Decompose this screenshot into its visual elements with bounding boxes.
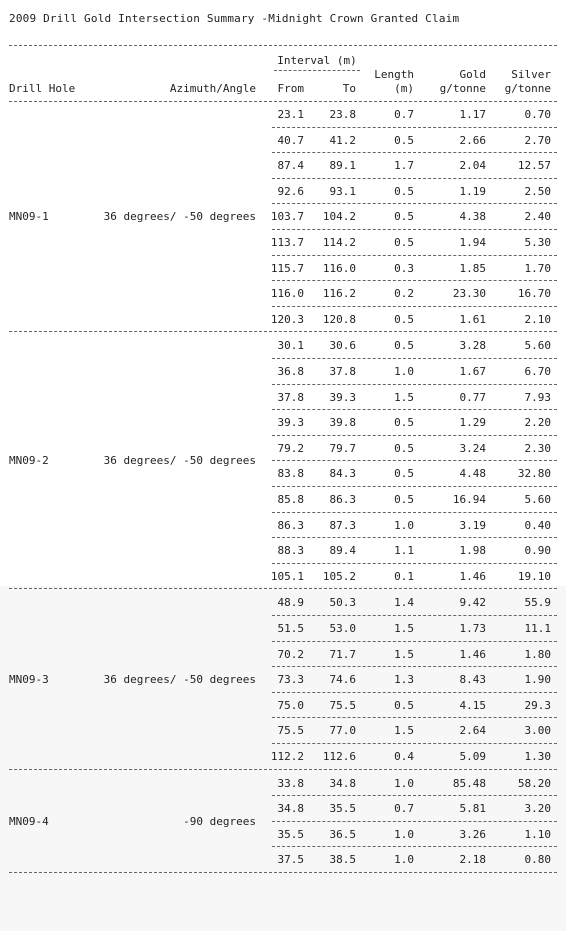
gold-cell: 2.64 — [459, 724, 486, 738]
length-cell: 0.7 — [394, 108, 414, 121]
header-from: From — [277, 82, 304, 95]
from-cell: 73.3 — [277, 673, 304, 687]
length-cell: 0.1 — [394, 569, 414, 583]
row-divider — [272, 435, 557, 436]
gold-cell: 3.19 — [459, 518, 486, 532]
row-divider — [272, 512, 557, 513]
silver-cell: 16.70 — [517, 287, 551, 301]
silver-cell: 1.70 — [524, 261, 551, 275]
from-cell: 75.0 — [277, 698, 304, 712]
gold-cell: 16.94 — [452, 493, 486, 506]
gold-cell: 1.29 — [459, 416, 486, 430]
row-divider — [272, 846, 557, 847]
silver-cell: 1.10 — [524, 827, 551, 841]
length-cell: 0.4 — [394, 750, 414, 763]
length-cell: 1.0 — [394, 776, 414, 790]
to-cell: 38.5 — [329, 853, 356, 867]
hole-divider — [9, 331, 557, 332]
from-cell: 87.4 — [277, 159, 304, 173]
header-gold-line1: Gold — [459, 68, 486, 81]
silver-cell: 2.50 — [524, 184, 551, 198]
row-divider — [272, 615, 557, 616]
gold-cell: 1.73 — [459, 622, 486, 635]
header-silver-line2: g/tonne — [504, 82, 551, 95]
to-cell: 112.6 — [322, 750, 356, 763]
to-cell: 30.6 — [329, 339, 356, 353]
length-cell: 0.5 — [394, 467, 414, 481]
to-cell: 37.8 — [329, 365, 356, 378]
length-cell: 1.1 — [394, 544, 414, 558]
to-cell: 86.3 — [329, 493, 356, 506]
from-cell: 30.1 — [277, 339, 304, 353]
from-cell: 115.7 — [270, 261, 304, 275]
row-divider — [272, 178, 557, 179]
length-cell: 0.5 — [394, 210, 414, 224]
length-cell: 1.5 — [394, 622, 414, 635]
row-divider — [272, 409, 557, 410]
row-divider — [272, 152, 557, 153]
azimuth-angle-value: 36 degrees/ -50 degrees — [103, 454, 256, 468]
gold-cell: 4.48 — [459, 467, 486, 481]
azimuth-angle-value: 36 degrees/ -50 degrees — [103, 210, 256, 224]
length-cell: 0.5 — [394, 133, 414, 147]
silver-cell: 5.60 — [524, 493, 551, 506]
row-divider — [272, 255, 557, 256]
from-cell: 51.5 — [277, 622, 304, 635]
to-cell: 79.7 — [329, 441, 356, 455]
header-gold-line2: g/tonne — [439, 82, 486, 95]
drill-hole-name: MN09-3 — [9, 673, 49, 686]
row-divider — [272, 563, 557, 564]
from-cell: 37.8 — [277, 390, 304, 404]
silver-cell: 58.20 — [517, 776, 551, 790]
gold-cell: 4.15 — [459, 698, 486, 712]
to-cell: 74.6 — [329, 673, 356, 687]
to-cell: 89.4 — [329, 544, 356, 558]
row-divider — [272, 229, 557, 230]
header-silver-line1: Silver — [511, 68, 551, 81]
gold-cell: 9.42 — [459, 596, 486, 610]
from-cell: 112.2 — [270, 750, 304, 763]
drill-hole-name: MN09-2 — [9, 454, 49, 468]
length-cell: 0.5 — [394, 184, 414, 198]
silver-cell: 3.00 — [524, 724, 551, 738]
length-cell: 0.5 — [394, 236, 414, 249]
silver-cell: 5.30 — [524, 236, 551, 249]
to-cell: 105.2 — [322, 569, 356, 583]
from-cell: 36.8 — [277, 365, 304, 378]
to-cell: 77.0 — [329, 724, 356, 738]
row-divider — [272, 203, 557, 204]
silver-cell: 29.3 — [524, 698, 551, 712]
gold-cell: 23.30 — [452, 287, 486, 301]
to-cell: 23.8 — [329, 108, 356, 121]
gold-cell: 2.18 — [459, 853, 486, 867]
header-drill-hole: Drill Hole — [9, 82, 76, 95]
silver-cell: 11.1 — [524, 622, 551, 635]
from-cell: 88.3 — [277, 544, 304, 558]
from-cell: 83.8 — [277, 467, 304, 481]
from-cell: 48.9 — [277, 596, 304, 610]
row-divider — [272, 460, 557, 461]
gold-cell: 3.26 — [459, 827, 486, 841]
silver-cell: 2.30 — [524, 441, 551, 455]
length-cell: 0.5 — [394, 339, 414, 353]
to-cell: 39.3 — [329, 390, 356, 404]
length-cell: 0.5 — [394, 312, 414, 326]
silver-cell: 1.90 — [524, 673, 551, 687]
length-cell: 1.3 — [394, 673, 414, 687]
to-cell: 104.2 — [322, 210, 356, 224]
length-cell: 1.5 — [394, 647, 414, 661]
gold-cell: 1.17 — [459, 108, 486, 121]
from-cell: 37.5 — [277, 853, 304, 867]
to-cell: 87.3 — [329, 518, 356, 532]
silver-cell: 2.70 — [524, 133, 551, 147]
from-cell: 40.7 — [277, 133, 304, 147]
length-cell: 1.0 — [394, 365, 414, 378]
silver-cell: 19.10 — [517, 569, 551, 583]
from-cell: 75.5 — [277, 724, 304, 738]
from-cell: 33.8 — [277, 776, 304, 790]
to-cell: 89.1 — [329, 159, 356, 173]
azimuth-angle-value: 36 degrees/ -50 degrees — [103, 673, 256, 686]
to-cell: 75.5 — [329, 698, 356, 712]
page-title: 2009 Drill Gold Intersection Summary -Midnight Crown Granted Claim — [9, 12, 460, 25]
to-cell: 114.2 — [322, 236, 356, 249]
from-cell: 103.7 — [270, 210, 304, 224]
length-cell: 0.7 — [394, 802, 414, 816]
to-cell: 36.5 — [329, 827, 356, 841]
silver-cell: 0.80 — [524, 853, 551, 867]
gold-cell: 1.67 — [459, 365, 486, 378]
to-cell: 53.0 — [329, 622, 356, 635]
silver-cell: 1.80 — [524, 647, 551, 661]
silver-cell: 2.20 — [524, 416, 551, 430]
length-cell: 1.5 — [394, 724, 414, 738]
gold-cell: 2.04 — [459, 159, 486, 173]
to-cell: 93.1 — [329, 184, 356, 198]
gold-cell: 0.77 — [459, 390, 486, 404]
length-cell: 0.5 — [394, 698, 414, 712]
gold-cell: 3.28 — [459, 339, 486, 353]
length-cell: 1.4 — [394, 596, 414, 610]
row-divider — [272, 127, 557, 128]
gold-cell: 1.94 — [459, 236, 486, 249]
silver-cell: 0.40 — [524, 518, 551, 532]
row-divider — [272, 486, 557, 487]
silver-cell: 32.80 — [517, 467, 551, 481]
from-cell: 120.3 — [270, 312, 304, 326]
length-cell: 1.0 — [394, 518, 414, 532]
row-divider — [272, 306, 557, 307]
row-divider — [272, 743, 557, 744]
header-interval: Interval (m) — [277, 54, 357, 67]
length-cell: 1.0 — [394, 853, 414, 867]
row-divider — [272, 280, 557, 281]
from-cell: 105.1 — [270, 569, 304, 583]
row-divider — [272, 692, 557, 693]
to-cell: 35.5 — [329, 802, 356, 816]
to-cell: 120.8 — [322, 312, 356, 326]
hole-divider — [9, 872, 557, 873]
silver-cell: 55.9 — [524, 596, 551, 610]
length-cell: 1.0 — [394, 827, 414, 841]
hole-divider — [9, 588, 557, 589]
from-cell: 92.6 — [277, 184, 304, 198]
silver-cell: 3.20 — [524, 802, 551, 816]
gold-cell: 1.46 — [459, 569, 486, 583]
gold-cell: 1.61 — [459, 312, 486, 326]
azimuth-angle-value: -90 degrees — [183, 814, 256, 828]
silver-cell: 0.70 — [524, 108, 551, 121]
length-cell: 0.2 — [394, 287, 414, 301]
drill-hole-name: MN09-4 — [9, 814, 49, 828]
length-cell: 0.3 — [394, 261, 414, 275]
from-cell: 86.3 — [277, 518, 304, 532]
to-cell: 71.7 — [329, 647, 356, 661]
length-cell: 1.7 — [394, 159, 414, 173]
silver-cell: 5.60 — [524, 339, 551, 353]
gold-cell: 2.66 — [459, 133, 486, 147]
to-cell: 116.2 — [322, 287, 356, 301]
row-divider — [272, 384, 557, 385]
gold-cell: 85.48 — [452, 776, 486, 790]
from-cell: 35.5 — [277, 827, 304, 841]
length-cell: 1.5 — [394, 390, 414, 404]
hole-divider — [9, 769, 557, 770]
row-divider — [272, 717, 557, 718]
from-cell: 23.1 — [277, 108, 304, 121]
to-cell: 39.8 — [329, 416, 356, 430]
silver-cell: 12.57 — [517, 159, 551, 173]
header-azimuth-angle: Azimuth/Angle — [169, 82, 256, 95]
length-cell: 0.5 — [394, 441, 414, 455]
gold-cell: 1.98 — [459, 544, 486, 558]
silver-cell: 2.10 — [524, 312, 551, 326]
silver-cell: 2.40 — [524, 210, 551, 224]
from-cell: 39.3 — [277, 416, 304, 430]
from-cell: 116.0 — [270, 287, 304, 301]
gold-cell: 8.43 — [459, 673, 486, 687]
gold-cell: 3.24 — [459, 441, 486, 455]
gold-cell: 1.46 — [459, 647, 486, 661]
from-cell: 113.7 — [270, 236, 304, 249]
gold-cell: 1.19 — [459, 184, 486, 198]
row-divider — [272, 537, 557, 538]
gold-cell: 5.81 — [459, 802, 486, 816]
row-divider — [272, 641, 557, 642]
length-cell: 0.5 — [394, 416, 414, 430]
row-divider — [272, 666, 557, 667]
gold-cell: 5.09 — [459, 750, 486, 763]
to-cell: 34.8 — [329, 776, 356, 790]
to-cell: 84.3 — [329, 467, 356, 481]
length-cell: 0.5 — [394, 493, 414, 506]
row-divider — [272, 821, 557, 822]
drill-hole-name: MN09-1 — [9, 210, 49, 224]
silver-cell: 0.90 — [524, 544, 551, 558]
silver-cell: 7.93 — [524, 390, 551, 404]
silver-cell: 6.70 — [524, 365, 551, 378]
from-cell: 79.2 — [277, 441, 304, 455]
to-cell: 41.2 — [329, 133, 356, 147]
row-divider — [272, 358, 557, 359]
header-to: To — [342, 82, 356, 95]
from-cell: 34.8 — [277, 802, 304, 816]
gold-cell: 4.38 — [459, 210, 486, 224]
to-cell: 50.3 — [329, 596, 356, 610]
header-length-line1: Length — [374, 68, 414, 81]
from-cell: 70.2 — [277, 647, 304, 661]
header-length-line2: (m) — [394, 82, 414, 95]
silver-cell: 1.30 — [524, 750, 551, 763]
from-cell: 85.8 — [277, 493, 304, 506]
to-cell: 116.0 — [322, 261, 356, 275]
gold-cell: 1.85 — [459, 261, 486, 275]
row-divider — [272, 795, 557, 796]
